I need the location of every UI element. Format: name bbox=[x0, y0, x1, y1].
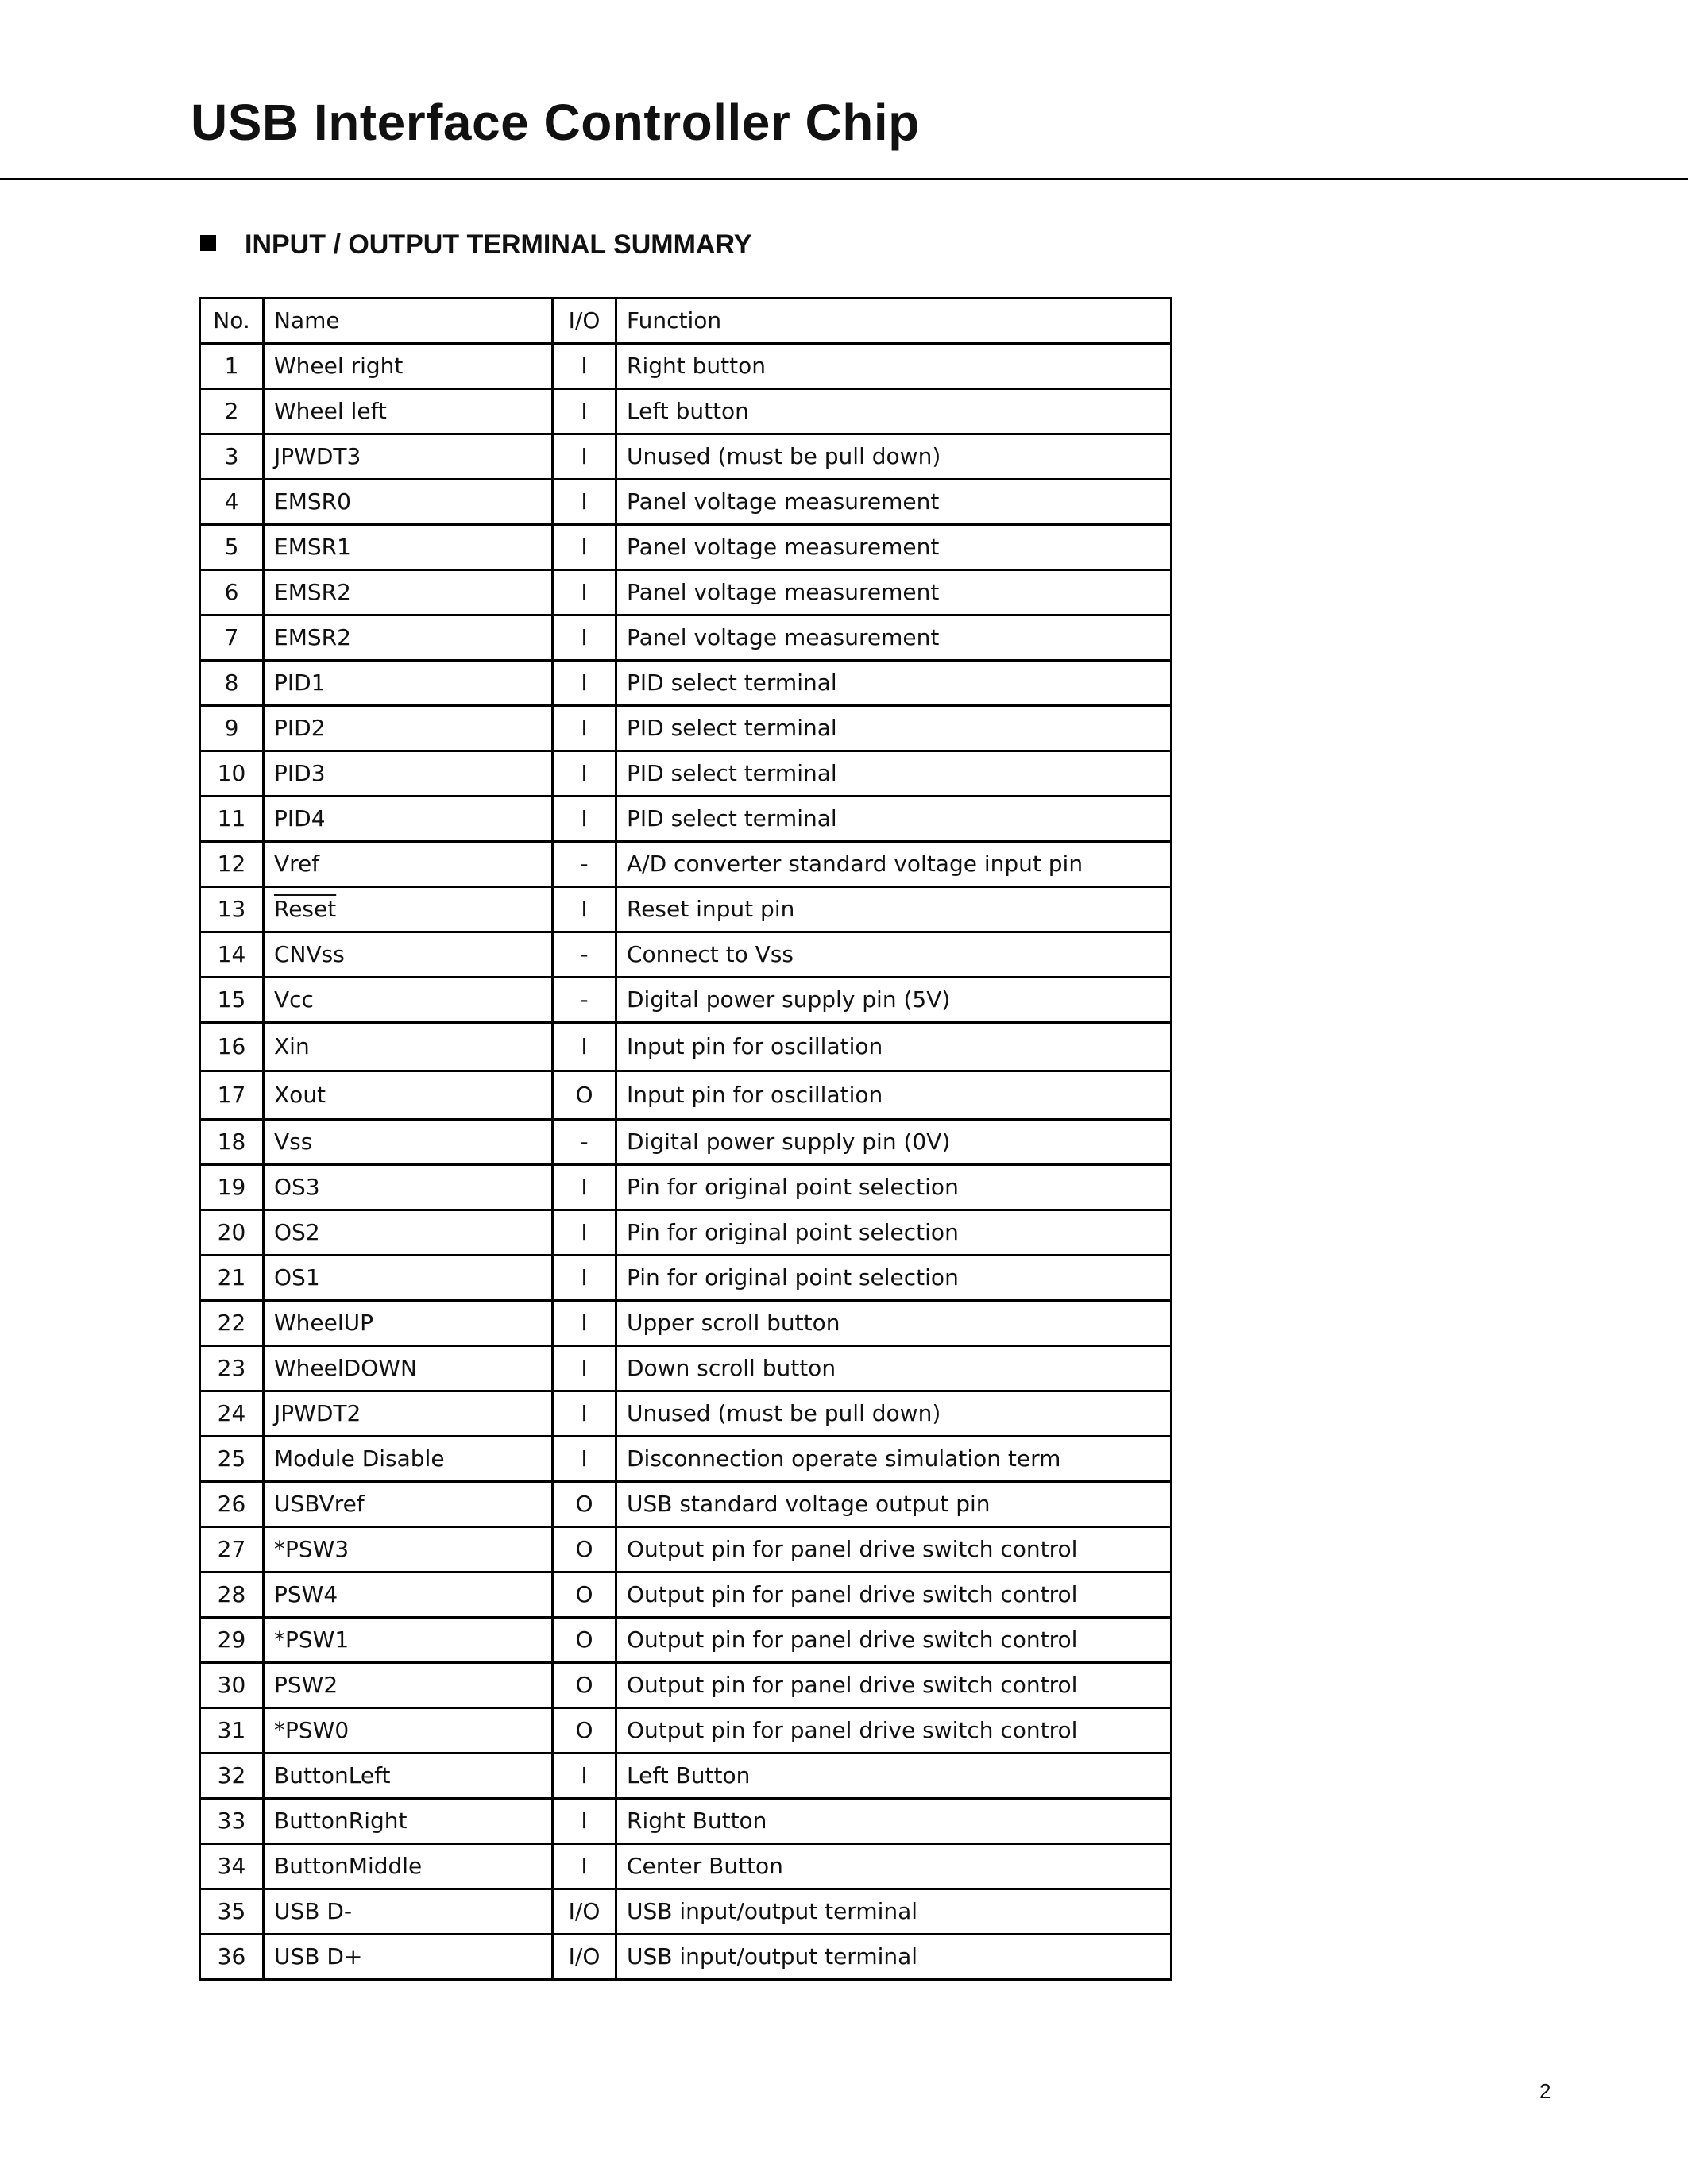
cell-io: I bbox=[553, 434, 616, 480]
column-header-no: No. bbox=[200, 299, 264, 344]
table-row bbox=[200, 1754, 1172, 1799]
cell-name: PSW4 bbox=[264, 1572, 553, 1618]
cell-function: Disconnection operate simulation term bbox=[616, 1437, 1172, 1482]
cell-io: O bbox=[553, 1663, 616, 1708]
table-row bbox=[200, 1210, 1172, 1256]
cell-no: 16 bbox=[200, 1023, 264, 1071]
cell-io: I bbox=[553, 1256, 616, 1301]
page-number: 2 bbox=[1539, 2079, 1551, 2103]
table-row bbox=[200, 570, 1172, 615]
title-divider bbox=[0, 178, 1688, 180]
cell-function: Output pin for panel drive switch control bbox=[616, 1572, 1172, 1618]
table-row bbox=[200, 842, 1172, 887]
table-row bbox=[200, 434, 1172, 480]
table-row bbox=[200, 1256, 1172, 1301]
column-header-function: Function bbox=[616, 299, 1172, 344]
section-heading bbox=[200, 229, 751, 260]
table-row bbox=[200, 344, 1172, 389]
column-header-io: I/O bbox=[553, 299, 616, 344]
table-row bbox=[200, 1023, 1172, 1071]
cell-function: Pin for original point selection bbox=[616, 1165, 1172, 1210]
cell-no: 10 bbox=[200, 751, 264, 797]
table-row bbox=[200, 1437, 1172, 1482]
cell-function: Output pin for panel drive switch control bbox=[616, 1663, 1172, 1708]
cell-no: 11 bbox=[200, 797, 264, 842]
cell-io: I bbox=[553, 615, 616, 661]
cell-function: PID select terminal bbox=[616, 797, 1172, 842]
cell-no: 23 bbox=[200, 1346, 264, 1391]
cell-io: I bbox=[553, 1391, 616, 1437]
cell-no: 27 bbox=[200, 1527, 264, 1572]
cell-io: I bbox=[553, 1165, 616, 1210]
table-row bbox=[200, 1527, 1172, 1572]
cell-no: 3 bbox=[200, 434, 264, 480]
cell-name: Wheel left bbox=[264, 389, 553, 434]
cell-name: *PSW3 bbox=[264, 1527, 553, 1572]
table-row bbox=[200, 1889, 1172, 1935]
cell-name: CNVss bbox=[264, 932, 553, 978]
cell-function: Right button bbox=[616, 344, 1172, 389]
cell-function: PID select terminal bbox=[616, 706, 1172, 751]
cell-io: O bbox=[553, 1482, 616, 1527]
cell-io: I bbox=[553, 344, 616, 389]
cell-io: O bbox=[553, 1708, 616, 1754]
cell-io: - bbox=[553, 842, 616, 887]
table-row bbox=[200, 1618, 1172, 1663]
cell-no: 7 bbox=[200, 615, 264, 661]
cell-name: PID3 bbox=[264, 751, 553, 797]
cell-io: I bbox=[553, 751, 616, 797]
table-row bbox=[200, 1572, 1172, 1618]
cell-no: 24 bbox=[200, 1391, 264, 1437]
cell-function: Pin for original point selection bbox=[616, 1210, 1172, 1256]
cell-io: I/O bbox=[553, 1935, 616, 1980]
table-row bbox=[200, 615, 1172, 661]
cell-no: 2 bbox=[200, 389, 264, 434]
cell-io: I bbox=[553, 1844, 616, 1889]
cell-name: USB D+ bbox=[264, 1935, 553, 1980]
cell-name: EMSR2 bbox=[264, 615, 553, 661]
cell-name: Vcc bbox=[264, 978, 553, 1023]
cell-no: 28 bbox=[200, 1572, 264, 1618]
cell-io: I/O bbox=[553, 1889, 616, 1935]
cell-name: OS3 bbox=[264, 1165, 553, 1210]
cell-function: Panel voltage measurement bbox=[616, 570, 1172, 615]
cell-name: Vref bbox=[264, 842, 553, 887]
cell-name: JPWDT2 bbox=[264, 1391, 553, 1437]
table-row bbox=[200, 797, 1172, 842]
cell-name: *PSW0 bbox=[264, 1708, 553, 1754]
cell-name: Xin bbox=[264, 1023, 553, 1071]
cell-function: Panel voltage measurement bbox=[616, 480, 1172, 525]
cell-io: - bbox=[553, 978, 616, 1023]
cell-no: 36 bbox=[200, 1935, 264, 1980]
page-title: USB Interface Controller Chip bbox=[191, 94, 920, 151]
cell-io: O bbox=[553, 1572, 616, 1618]
cell-no: 6 bbox=[200, 570, 264, 615]
cell-name: WheelDOWN bbox=[264, 1346, 553, 1391]
cell-io: O bbox=[553, 1071, 616, 1120]
cell-name: USBVref bbox=[264, 1482, 553, 1527]
table-row bbox=[200, 932, 1172, 978]
cell-no: 9 bbox=[200, 706, 264, 751]
cell-no: 20 bbox=[200, 1210, 264, 1256]
cell-function: Right Button bbox=[616, 1799, 1172, 1844]
cell-function: Panel voltage measurement bbox=[616, 615, 1172, 661]
cell-io: I bbox=[553, 1754, 616, 1799]
cell-function: Digital power supply pin (5V) bbox=[616, 978, 1172, 1023]
cell-name: Xout bbox=[264, 1071, 553, 1120]
cell-no: 22 bbox=[200, 1301, 264, 1346]
cell-function: Input pin for oscillation bbox=[616, 1023, 1172, 1071]
cell-function: Output pin for panel drive switch control bbox=[616, 1527, 1172, 1572]
table-row bbox=[200, 1071, 1172, 1120]
cell-name: PID1 bbox=[264, 661, 553, 706]
cell-name: *PSW1 bbox=[264, 1618, 553, 1663]
cell-io: I bbox=[553, 525, 616, 570]
cell-io: I bbox=[553, 706, 616, 751]
cell-no: 33 bbox=[200, 1799, 264, 1844]
table-row bbox=[200, 480, 1172, 525]
cell-function: PID select terminal bbox=[616, 661, 1172, 706]
cell-io: I bbox=[553, 1346, 616, 1391]
cell-io: I bbox=[553, 389, 616, 434]
table-row bbox=[200, 1346, 1172, 1391]
overlined-signal-name: Reset bbox=[274, 896, 337, 922]
table-row bbox=[200, 1165, 1172, 1210]
table-row bbox=[200, 389, 1172, 434]
cell-io: - bbox=[553, 932, 616, 978]
cell-io: - bbox=[553, 1120, 616, 1165]
cell-io: I bbox=[553, 1301, 616, 1346]
cell-function: Unused (must be pull down) bbox=[616, 1391, 1172, 1437]
cell-name: Module Disable bbox=[264, 1437, 553, 1482]
cell-function: USB input/output terminal bbox=[616, 1889, 1172, 1935]
table-row bbox=[200, 1799, 1172, 1844]
section-heading-text: INPUT / OUTPUT TERMINAL SUMMARY bbox=[245, 230, 752, 260]
table-row bbox=[200, 751, 1172, 797]
cell-io: I bbox=[553, 887, 616, 932]
cell-no: 17 bbox=[200, 1071, 264, 1120]
cell-no: 8 bbox=[200, 661, 264, 706]
cell-io: O bbox=[553, 1527, 616, 1572]
cell-function: Output pin for panel drive switch control bbox=[616, 1618, 1172, 1663]
cell-no: 21 bbox=[200, 1256, 264, 1301]
cell-io: I bbox=[553, 797, 616, 842]
cell-function: A/D converter standard voltage input pin bbox=[616, 842, 1172, 887]
cell-function: Center Button bbox=[616, 1844, 1172, 1889]
table-row bbox=[200, 887, 1172, 932]
cell-function: Panel voltage measurement bbox=[616, 525, 1172, 570]
cell-function: USB standard voltage output pin bbox=[616, 1482, 1172, 1527]
table-header-row bbox=[200, 299, 1172, 344]
cell-name: EMSR1 bbox=[264, 525, 553, 570]
cell-name: Vss bbox=[264, 1120, 553, 1165]
cell-function: Output pin for panel drive switch control bbox=[616, 1708, 1172, 1754]
cell-name: ButtonMiddle bbox=[264, 1844, 553, 1889]
cell-function: Upper scroll button bbox=[616, 1301, 1172, 1346]
cell-no: 30 bbox=[200, 1663, 264, 1708]
cell-function: Left button bbox=[616, 389, 1172, 434]
cell-name: PID2 bbox=[264, 706, 553, 751]
cell-function: Digital power supply pin (0V) bbox=[616, 1120, 1172, 1165]
cell-name: ButtonLeft bbox=[264, 1754, 553, 1799]
cell-name: PID4 bbox=[264, 797, 553, 842]
cell-function: Pin for original point selection bbox=[616, 1256, 1172, 1301]
table-body bbox=[200, 344, 1172, 1980]
cell-name: ButtonRight bbox=[264, 1799, 553, 1844]
square-bullet-icon bbox=[200, 235, 216, 251]
cell-name: Wheel right bbox=[264, 344, 553, 389]
table-row bbox=[200, 1844, 1172, 1889]
cell-no: 34 bbox=[200, 1844, 264, 1889]
cell-io: I bbox=[553, 1210, 616, 1256]
cell-no: 29 bbox=[200, 1618, 264, 1663]
table-row bbox=[200, 706, 1172, 751]
table-row bbox=[200, 1708, 1172, 1754]
cell-no: 31 bbox=[200, 1708, 264, 1754]
terminal-summary-table bbox=[199, 297, 1172, 1981]
cell-name bbox=[264, 887, 553, 932]
cell-no: 15 bbox=[200, 978, 264, 1023]
cell-no: 13 bbox=[200, 887, 264, 932]
table-row bbox=[200, 1391, 1172, 1437]
cell-name: EMSR2 bbox=[264, 570, 553, 615]
cell-no: 5 bbox=[200, 525, 264, 570]
cell-function: Connect to Vss bbox=[616, 932, 1172, 978]
cell-no: 25 bbox=[200, 1437, 264, 1482]
cell-io: I bbox=[553, 1437, 616, 1482]
table-row bbox=[200, 1935, 1172, 1980]
cell-no: 12 bbox=[200, 842, 264, 887]
cell-name: OS1 bbox=[264, 1256, 553, 1301]
cell-no: 35 bbox=[200, 1889, 264, 1935]
table-row bbox=[200, 525, 1172, 570]
cell-name: JPWDT3 bbox=[264, 434, 553, 480]
cell-function: Reset input pin bbox=[616, 887, 1172, 932]
cell-name: USB D- bbox=[264, 1889, 553, 1935]
cell-io: O bbox=[553, 1618, 616, 1663]
cell-io: I bbox=[553, 1023, 616, 1071]
cell-function: USB input/output terminal bbox=[616, 1935, 1172, 1980]
table-row bbox=[200, 978, 1172, 1023]
cell-io: I bbox=[553, 570, 616, 615]
table-row bbox=[200, 1120, 1172, 1165]
table-row bbox=[200, 1482, 1172, 1527]
cell-no: 4 bbox=[200, 480, 264, 525]
cell-no: 1 bbox=[200, 344, 264, 389]
cell-name: WheelUP bbox=[264, 1301, 553, 1346]
cell-function: Down scroll button bbox=[616, 1346, 1172, 1391]
cell-function: PID select terminal bbox=[616, 751, 1172, 797]
cell-name: OS2 bbox=[264, 1210, 553, 1256]
cell-function: Input pin for oscillation bbox=[616, 1071, 1172, 1120]
cell-io: I bbox=[553, 661, 616, 706]
column-header-name: Name bbox=[264, 299, 553, 344]
cell-name: PSW2 bbox=[264, 1663, 553, 1708]
cell-no: 19 bbox=[200, 1165, 264, 1210]
cell-no: 32 bbox=[200, 1754, 264, 1799]
cell-io: I bbox=[553, 1799, 616, 1844]
cell-no: 14 bbox=[200, 932, 264, 978]
table-row bbox=[200, 661, 1172, 706]
cell-name: EMSR0 bbox=[264, 480, 553, 525]
cell-no: 18 bbox=[200, 1120, 264, 1165]
table-row bbox=[200, 1663, 1172, 1708]
cell-no: 26 bbox=[200, 1482, 264, 1527]
cell-io: I bbox=[553, 480, 616, 525]
table-row bbox=[200, 1301, 1172, 1346]
cell-function: Left Button bbox=[616, 1754, 1172, 1799]
cell-function: Unused (must be pull down) bbox=[616, 434, 1172, 480]
